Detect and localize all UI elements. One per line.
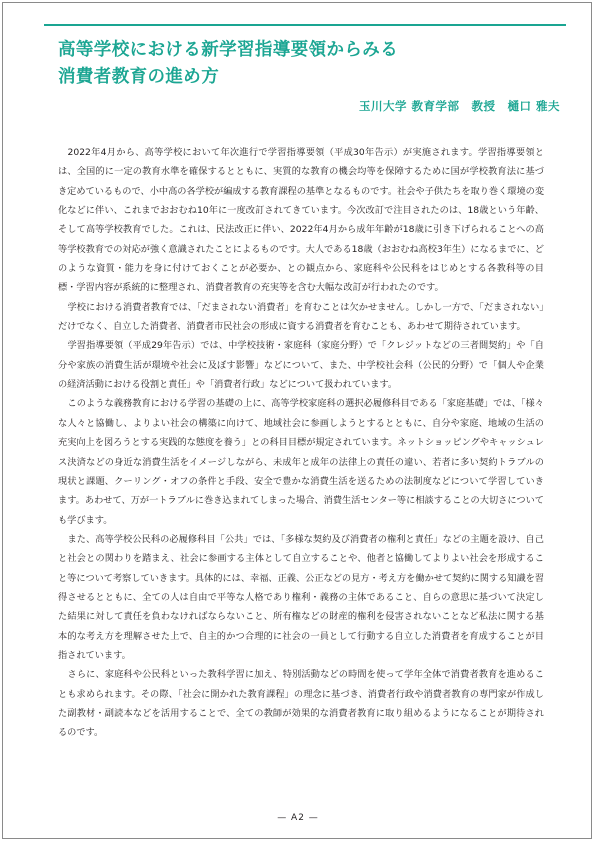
- author-byline: [359, 99, 560, 113]
- article-title-line-2: 消費者教育の進め方: [58, 67, 220, 87]
- body-paragraph: このような義務教育における学習の基礎の上に、高等学校家庭科の選択必履修科目である「家庭基礎」では、「様々な人々と協働し、よりよい社会の構築に向けて、地域社会に参画しようとするとともに、自分や家庭、地域の生活の充実向上を図ろうとする実践的な態度を養う」との科目目標が規定されています。ネットショッピングやキャッシュレス決済などの身近な消費生活をイメージしながら、未成年と成年の法律上の責任の違い、若者に多い契約トラブルの現状と課題、クーリング・オフの条件と手段、安全で豊かな消費生活を送るための法制度などについて学習していきます。あわせて、万が一トラブルに巻き込まれてしまった場合、消費生活センター等に相談することの大切さについても学びます。: [58, 398, 544, 526]
- author-position: 教授: [471, 99, 496, 113]
- article-title-line-1: 高等学校における新学習指導要領からみる: [58, 40, 399, 60]
- body-paragraph: 学校における消費者教育では、「だまされない消費者」を育むことは欠かせません。しかし一方で、「だまされない」だけでなく、自立した消費者、消費者市民社会の形成に資する消費者を育むことも、あわせて期待されています。: [58, 301, 544, 333]
- header-rule: [44, 24, 566, 26]
- body-paragraph: 学習指導要領（平成29年告示）では、中学校技術・家庭科（家庭分野）で「クレジットなどの三者間契約」や「自分や家族の消費生活が環境や社会に及ぼす影響」などについて、また、中学校社会科（公民的分野）で「個人や企業の経済活動における役割と責任」や「消費者行政」などについて扱われています。: [58, 340, 544, 391]
- body-paragraph: さらに、家庭科や公民科といった教科学習に加え、特別活動などの時間を使って学年全体で消費者教育を進めることも求められます。その際、「社会に開かれた教育課程」の理念に基づき、消費者行政や消費者教育の専門家が作成した副教材・副読本などを活用することで、全ての教師が効果的な消費者教育に取り組めるようになることが期待されるのです。: [58, 669, 544, 739]
- author-name: 樋口 雅夫: [507, 99, 560, 113]
- body-paragraph: また、高等学校公民科の必履修科目「公共」では、「多様な契約及び消費者の権利と責任」などの主題を設け、自己と社会との関わりを踏まえ、社会に参画する主体として自立することや、他者と協働してよりよい社会を形成すること等について考察していきます。具体的には、幸福、正義、公正などの見方・考え方を働かせて契約に関する知識を習得させるとともに、全ての人は自由で平等な人格であり権利・義務の主体であること、自らの意思に基づいて決定した結果に対して責任を負わなければならないこと、所有権などの財産的権利を侵害されないことなど私法に関する基本的な考え方を理解させた上で、自主的かつ合理的に社会の一員として行動する自立した消費者を育成することが目指されています。: [58, 533, 545, 661]
- article-body: [58, 143, 544, 743]
- body-paragraph: 2022年4月から、高等学校において年次進行で学習指導要領（平成30年告示）が実施されます。学習指導要領とは、全国的に一定の教育水準を確保するとともに、実質的な教育の機会均等を保障するために国が学校教育法に基づき定めているもので、小中高の各学校が編成する教育課程の基準となるものです。社会や子供たちを取り巻く環境の変化などに伴い、これまでおおむね10年に一度改訂されてきています。今次改訂で注目されたのは、18歳という年齢、そして高等学校教育でした。これは、民法改正に伴い、2022年4月から成年年齢が18歳に引き下げられることへの高等学校教育での対応が強く意識されたことによるものです。大人である18歳（おおむね高校3年生）になるまでに、どのような資質・能力を身に付けておくことが必要か、との観点から、家庭科や公民科をはじめとする各教科等の目標・学習内容が系統的に整理され、消費者教育の充実等を含む大幅な改訂が行われたのです。: [58, 147, 545, 294]
- page-number: — A2 —: [277, 813, 319, 823]
- author-affiliation: 玉川大学 教育学部: [358, 99, 460, 113]
- article-title: [58, 37, 538, 91]
